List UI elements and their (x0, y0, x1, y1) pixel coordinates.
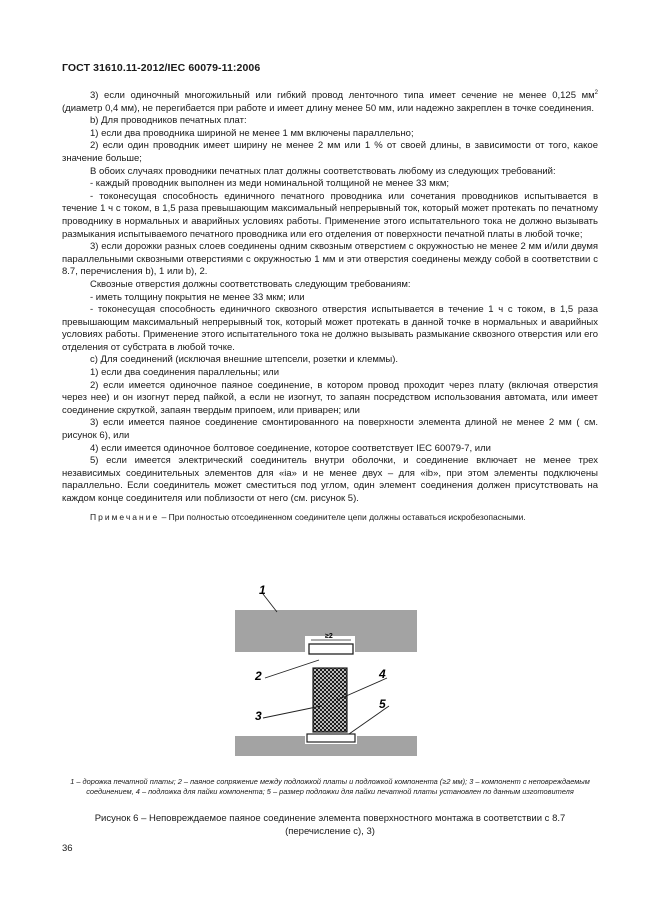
paragraph: c) Для соединений (исключая внешние штепсели, розетки и клеммы). (90, 354, 399, 366)
list-item: - иметь толщину покрытия не менее 33 мкм; или (90, 291, 305, 303)
paragraph: b) Для проводников печатных плат: (90, 115, 247, 127)
dimension-label: ≥2 (325, 633, 333, 640)
paragraph: 1) если два проводника шириной не менее 1 мм включены параллельно; (90, 127, 414, 139)
pcb-pad (307, 734, 355, 742)
document-header: ГОСТ 31610.11-2012/IEC 60079-11:2006 (62, 62, 261, 74)
paragraph: 4) если имеется одиночное болтовое соединение, которое соответствует IEC 60079-7, или (90, 442, 491, 454)
figure-label-3: 3 (255, 709, 262, 723)
figure-6-diagram (233, 582, 419, 768)
paragraph: Сквозные отверстия должны соответствовать следующим требованиям: (90, 278, 411, 290)
paragraph-text: (диаметр 0,4 мм), не перегибается при работе и имеет длину менее 50 мм, или надежно закреплен в точке соединения. (62, 102, 594, 114)
superscript: 2 (594, 90, 598, 96)
paragraph: 2) если имеется одиночное паяное соединение, в котором провод проходит через плату (включая отверстия через нее) и он изогнут перед пайкой, а если не изогнут, то запаян посредством использования автомата, или имеет соединение скруткой, запаян твердым припоем, или приварен; или (62, 379, 598, 416)
caption-line: (перечисление c), 3) (285, 825, 375, 837)
paragraph: 1) если два соединения параллельны; или (90, 367, 279, 379)
paragraph: В обоих случаях проводники печатных плат должны соответствовать любому из следующих требований: (90, 165, 556, 177)
paragraph (62, 90, 598, 115)
figure-label-4: 4 (379, 667, 386, 681)
caption-line: Рисунок 6 – Неповреждаемое паяное соединение элемента поверхностного монтажа в соответствии с 8.7 (94, 813, 566, 824)
figure-legend: 1 – дорожка печатной платы; 2 – паяное сопряжение между подложкой платы и подложкой компонента (≥2 мм); 3 – компонент с неповреждаемым соединением, 4 – подложка для пайки компонента; 5 – размер подложки для пайки печатной платы установлен по данным изготовителя (70, 777, 590, 796)
paragraph-text: 3) если одиночный многожильный или гибкий провод ленточного типа имеет сечение не менее 0,125 мм (90, 90, 595, 101)
list-item: - токонесущая способность единичного печатного проводника или сочетания проводников испытывается в течение 1 ч с током, в 1,5 раза превышающим максимальный непрерывный ток, который может протекать по печатному проводнику в нормальных и аварийных условиях работы. Применение этого испытательного тока не должно вызывать размыкания испытываемого печатного проводника или его отделения от поверхности печатной платы в любой точке; (62, 190, 598, 240)
list-item: - каждый проводник выполнен из меди номинальной толщиной не менее 33 мкм; (90, 178, 450, 190)
component-body (313, 668, 347, 732)
paragraph: 3) если имеется паяное соединение смонтированного на поверхности элемента длиной не менее 2 мм ( см. рисунок 6), или (62, 417, 598, 442)
figure-label-5: 5 (379, 697, 386, 711)
paragraph: 5) если имеется электрический соединитель внутри оболочки, и соединение включает не менее трех независимых соединительных элементов для «ia» и не менее двух – для «ib», при этом элементы подключены параллельно. Если соединитель может сместиться под углом, один элемент соединения должен присутствовать на каждом конце соединителя или поблизости от него (см. рисунок 5). (62, 455, 598, 504)
figure-caption (62, 813, 598, 838)
note-label: Примечание (90, 511, 160, 522)
note-text: – При полностью отсоединенном соединителе цепи должны оставаться искробезопасными. (159, 511, 526, 522)
figure-label-1: 1 (259, 583, 266, 597)
paragraph: 2) если один проводник имеет ширину не менее 2 мм или 1 % от своей длины, в зависимости от того, какое значение больше; (62, 140, 598, 164)
list-item: - токонесущая способность единичного сквозного отверстия испытывается в течение 1 ч с током, в 1,5 раза превышающим максимальный непрерывный ток, который может протекать в данной точке в нормальных и аварийных условиях работы. Применение этого испытательного тока не должно вызывать размыкание сквозного отверстия или его отделения от субстрата в любой точке. (62, 304, 598, 353)
document-body (62, 90, 598, 523)
page-number: 36 (62, 843, 73, 854)
figure-label-2: 2 (255, 669, 262, 683)
note (62, 511, 598, 524)
paragraph: 3) если дорожки разных слоев соединены одним сквозным отверстием с окружностью не менее 2 мм и/или двумя параллельными сквозными отверстиями с окружностью 1 мм и эти отверстия соединены между собой в соответствии с 8.7, перечисления b), 1 или b), 2. (62, 241, 598, 278)
solder-fillet (309, 644, 353, 654)
